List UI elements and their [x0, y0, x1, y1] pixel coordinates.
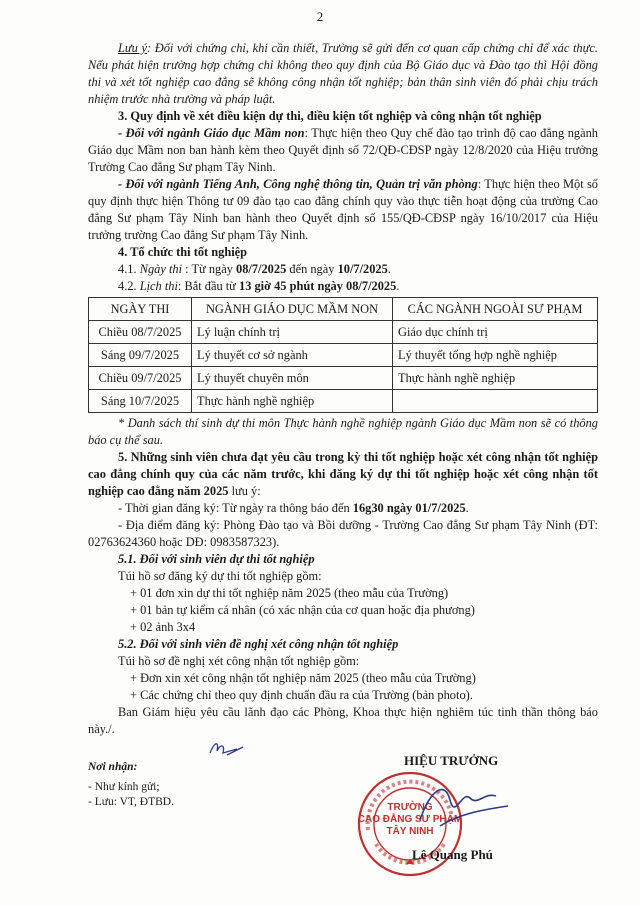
section5-heading-tail: lưu ý:	[228, 484, 261, 498]
exam-start-date: 08/7/2025	[236, 262, 287, 276]
section3-para1-lead: - Đối với ngành Giáo dục Mầm non	[118, 126, 305, 140]
document-body	[88, 40, 598, 738]
seal-line: TRƯỜNG	[387, 802, 433, 813]
section4-line1-pre: : Từ ngày	[182, 262, 237, 276]
section3-heading: 3. Quy định về xét điều kiện dự thi, điều kiện tốt nghiệp và công nhận tốt nghiệp	[118, 109, 542, 123]
section3-para2	[88, 176, 598, 244]
table-row	[89, 321, 598, 344]
cell-date: Sáng 09/7/2025	[89, 344, 192, 367]
note-label: Lưu ý	[118, 41, 147, 55]
cell-preschool: Thực hành nghề nghiệp	[192, 390, 393, 413]
registration-time-pre: - Thời gian đăng ký: Từ ngày ra thông báo đến	[118, 501, 353, 515]
section4-line2-pre: : Bắt đầu từ	[177, 279, 239, 293]
list-item: + 01 đơn xin dự thi tốt nghiệp năm 2025 (theo mẫu của Trường)	[130, 586, 449, 600]
exam-schedule-table	[88, 297, 598, 413]
list-item: + Các chứng chỉ theo quy định chuẩn đầu ra của Trường (bản photo).	[130, 688, 473, 702]
section4-line2-num: 4.2.	[118, 279, 140, 293]
cell-non-pedagogy: Lý thuyết tổng hợp nghề nghiệp	[393, 344, 598, 367]
section3-para2-text: : Thực hiện theo Một số quy định thực hiện Thông tư 09 đào tạo cao đẳng chính quy vào thực tiễn hoạt động của trường Cao đẳng Sư phạm Tây Ninh ban hành theo Quyết định số 155/QĐ-CĐSP ngày 16/10/2017 của Hiệu trưởng trường Cao đẳng Sư phạm Tây Ninh.	[88, 177, 598, 242]
cell-non-pedagogy	[393, 390, 598, 413]
cell-non-pedagogy: Giáo dục chính trị	[393, 321, 598, 344]
header-non-pedagogy: CÁC NGÀNH NGOÀI SƯ PHẠM	[393, 298, 598, 321]
cell-date: Chiều 08/7/2025	[89, 321, 192, 344]
registration-time-end: .	[465, 501, 469, 515]
seal-line: CAO ĐẲNG SƯ PHẠM	[357, 814, 463, 825]
exam-date-label: Ngày thi	[139, 262, 183, 276]
cell-preschool: Lý thuyết cơ sở ngành	[192, 344, 393, 367]
table-row	[89, 344, 598, 367]
section4-line1	[88, 261, 598, 278]
table-row	[89, 390, 598, 413]
signer-name: Lê Quang Phú	[412, 847, 493, 862]
recipient-item: - Lưu: VT, ĐTBD.	[88, 796, 174, 808]
registration-deadline: 16g30 ngày 01/7/2025	[352, 501, 466, 515]
initials-mark-icon	[207, 737, 247, 759]
section4-line1-mid: đến ngày	[286, 262, 338, 276]
section51-heading: 5.1. Đối với sinh viên dự thi tốt nghiệp	[118, 552, 315, 566]
section4-line2-end: .	[396, 279, 400, 293]
exam-end-date: 10/7/2025	[337, 262, 388, 276]
section4-line1-end: .	[387, 262, 391, 276]
header-preschool: NGÀNH GIÁO DỤC MẦM NON	[192, 298, 393, 321]
section4-line2	[88, 278, 598, 295]
registration-place: - Địa điểm đăng ký: Phòng Đào tạo và Bồi dưỡng - Trường Cao đẳng Sư phạm Tây Ninh (ĐT: 02763624360 hoặc DĐ: 0983587323).	[88, 518, 598, 549]
section52-intro: Túi hồ sơ đề nghị xét công nhận tốt nghiệp gồm:	[118, 654, 360, 668]
schedule-label: Lịch thi	[139, 279, 178, 293]
list-item: + 01 bản tự kiểm cá nhân (có xác nhận của cơ quan hoặc địa phương)	[130, 603, 475, 617]
note-paragraph	[88, 40, 598, 108]
schedule-footnote: * Danh sách thí sinh dự thi môn Thực hành nghề nghiệp ngành Giáo dục Mầm non sẽ có thông báo cụ thể sau.	[88, 416, 598, 447]
section4-line1-num: 4.1.	[118, 262, 140, 276]
section5-heading	[88, 449, 598, 500]
section3-para1-text: : Thực hiện theo Quy chế đào tạo trình độ cao đẳng ngành Giáo dục Mầm non ban hành kèm theo Quyết định số 72/QĐ-CĐSP ngày 12/8/2020 của Hiệu trưởng Trường Cao đẳng Sư phạm Tây Ninh.	[88, 126, 599, 174]
section51-intro: Túi hồ sơ đăng ký dự thi tốt nghiệp gồm:	[118, 569, 322, 583]
exam-start-time: 13 giờ 45 phút ngày 08/7/2025	[239, 279, 397, 293]
recipient-item: - Như kính gửi;	[88, 781, 160, 793]
note-text: : Đối với chứng chỉ, khi cần thiết, Trường sẽ gửi đến cơ quan cấp chứng chỉ để xác thực. Nếu phát hiện trường hợp chứng chỉ không theo quy định của Bộ Giáo dục và Đào tạo thì Hội đồng thi và xét tốt nghiệp cao đẳng sẽ không công nhận tốt nghiệp; bản thân sinh viên đó phải chịu trách nhiệm trước nhà trường và pháp luật.	[88, 41, 598, 106]
list-item: + 02 ảnh 3x4	[130, 620, 196, 634]
section52-heading: 5.2. Đối với sinh viên đề nghị xét công nhận tốt nghiệp	[118, 637, 399, 651]
seal-line: TÂY NINH	[386, 826, 434, 837]
section4-heading: 4. Tổ chức thi tốt nghiệp	[118, 245, 248, 259]
cell-non-pedagogy: Thực hành nghề nghiệp	[393, 367, 598, 390]
section5-heading-text: 5. Những sinh viên chưa đạt yêu cầu trong kỳ thi tốt nghiệp hoặc xét công nhận tốt nghiệp cao đẳng chính quy của các năm trước, khi đăng ký dự thi tốt nghiệp hoặc xét công nhận tốt nghiệp cao đẳng năm 2025	[88, 450, 598, 498]
signer-title: HIỆU TRƯỞNG	[404, 753, 499, 768]
list-item: + Đơn xin xét công nhận tốt nghiệp năm 2025 (theo mẫu của Trường)	[130, 671, 476, 685]
cell-date: Sáng 10/7/2025	[89, 390, 192, 413]
registration-time	[88, 500, 598, 517]
recipients-block	[88, 760, 174, 810]
section3-para1	[88, 125, 598, 176]
table-row	[89, 367, 598, 390]
header-exam-date: NGÀY THI	[89, 298, 192, 321]
recipients-title: Nơi nhận:	[88, 761, 138, 773]
handwritten-signature-icon	[400, 770, 520, 840]
table-header-row	[89, 298, 598, 321]
closing-paragraph: Ban Giám hiệu yêu cầu lãnh đạo các Phòng, Khoa thực hiện nghiêm túc tinh thần thông báo này./.	[88, 705, 598, 736]
cell-date: Chiều 09/7/2025	[89, 367, 192, 390]
page-number: 2	[316, 9, 324, 24]
cell-preschool: Lý thuyết chuyên môn	[192, 367, 393, 390]
section3-para2-lead: - Đối với ngành Tiếng Anh, Công nghệ thông tin, Quản trị văn phòng	[118, 177, 478, 191]
cell-preschool: Lý luận chính trị	[192, 321, 393, 344]
